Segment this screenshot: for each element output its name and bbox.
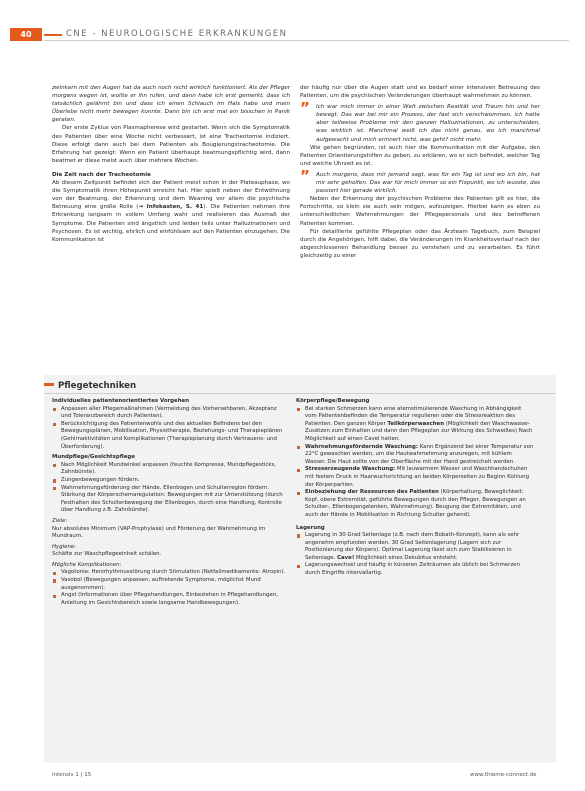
- header-rule: [44, 40, 569, 41]
- list-item: Wahrnehmungsfördernde Waschung: Kann Ergänzend bei einer Temperatur von 22°C gewaschen werden, um die Hautwahrnehmung anzuregen, mit kühlem Wasser. Die Haut sollte von der Oberfläche mit der Hand gestreichelt werden.: [296, 444, 534, 467]
- box-right-column: [296, 398, 534, 578]
- list-item: Nach Möglichkeit Mundwinkel anpassen (feuchte Kompresse, Mundpflegesticks, Zahnbürste).: [52, 462, 288, 477]
- left-column: [52, 84, 290, 244]
- box-subheading: Körperpflege/Bewegung: [296, 398, 370, 404]
- page-number: 40: [10, 28, 42, 41]
- footer-url[interactable]: www.thieme-connect.de: [470, 772, 537, 778]
- right-column: [300, 84, 540, 260]
- box-rule: [44, 393, 556, 394]
- paragraph: Der erste Zyklus von Plasmapherese wird gestartet. Wenn sich die Symptomatik des Patienten über eine Woche nicht verbessert, ist eine Tracheotomie indiziert. Diese erfolgt dann auch bei dem Patienten als Bougierungstracheotomie. Die Erfahrung hat gezeigt: Wenn ein Patient überhaupt beatmungspflichtig wird, dann beatmet er diese meist auch über mehrere Wochen.: [52, 125, 290, 164]
- footer-journal: intensiv 1 | 15: [52, 772, 92, 778]
- box-subheading: Lagerung: [296, 524, 325, 531]
- paragraph: Für detaillierte gefühlte Pflegeplan oder das Ärzteam Tagebuch, zum Beispiel durch die Angehörigen, hilft dabei, die Veränderungen im Krankheitsverlauf nach der abgeschlossenen Behandlung besser zu verstehen und zu verarbeiten. Es führt gleichzeitig zu einer: [300, 228, 540, 259]
- box-title: Pflegetechniken: [58, 381, 137, 391]
- quote-continuation: zwinkern mit den Augen hat da auch noch nicht wirklich funktioniert. Als der Pfleger morgens wegen ist, wollte er ihn rufen, und dann habe ich erst gemerkt, dass ich tatsächlich gelähmt bin und dass ich einen Schlauch im Hals habe und mein Überlebe nicht mehr bewegen konnte. Dann bin ich erst mal ein bisschen in Panik geraten.: [52, 85, 290, 124]
- running-title: CNE - NEUROLOGISCHE ERKRANKUNGEN: [66, 29, 288, 39]
- quote-mark-icon: ”: [300, 166, 310, 185]
- box-subheading: Ziele:: [52, 517, 68, 524]
- paragraph: Ab diesem Zeitpunkt befindet sich der Patient meist schon in der Plateauphase, wo die Symptomatik ihren Höhepunkt erreicht hat. Hier spielt neben der Entwöhnung von der Beatmung, der Erkennung und dem Weaning vor allem die psychische Betreuung eine große Rolle (→ Infokasten, S. 41). Die Patienten nehmen ihre Erkrankung langsam in vollem Umfang wahr und realisieren das Ausmaß der Symptome. Die Patienten sind ängstlich und leiden teils unter Halluzinationen und Psychosen. Es ist wichtig, ehrlich und einfühlsam auf den Patienten einzugehen. Die Kommunikation ist: [52, 180, 290, 243]
- box-subheading: Mögliche Komplikationen:: [52, 561, 122, 568]
- list-item: Einbeziehung der Ressourcen des Patienten (Körperhaltung, Beweglichkeit: Kopf, obere Extremität, geführte Bewegungen durch den Pfleger, Bewegungen an Schulter-, Ellenbogengelenken, Wahrnehmung). Beugung der Extremitäten, und auch der Hände in Mobilisation in Richtung Schulter gehend).: [296, 489, 534, 519]
- box-left-column: [52, 398, 288, 607]
- box-subheading: Mundpflege/Gesichtspflege: [52, 454, 135, 461]
- box-text: Nur absolutes Minimum (VAP-Prophylaxe) und Förderung der Wahrnehmung im Mundraum.: [52, 525, 266, 540]
- box-subheading: Individuelles patientenorientiertes Vorgehen: [52, 398, 190, 404]
- list-item: Zungenbewegungen fördern.: [52, 477, 288, 485]
- page-header: [0, 28, 585, 41]
- list-item: Vasobol (Bewegungen anpassen, auftretende Symptome, möglichst Mund ausgenommen).: [52, 577, 288, 592]
- patient-quote: ” Ich war mich immer in einer Welt zwischen Realität und Traum hin und her bewegt. Das war bei mir ein Prozess, der fast sich verschwommen, ich hatte aber teilweise Probleme mir den ganzen Halluzinationen, zu unterscheiden, was wirklich ist. Manchmal weiß ich das nicht genau, wo ich manchmal aufgewacht und mich erinnert nicht, was geht? nicht mehr.: [300, 99, 540, 143]
- box-text: Schäfte zur Waschpflegeeinheit schälen.: [52, 551, 162, 558]
- list-item: Angst (Informationen über Pflegehandlungen, Einbeziehen in Pflegehandlungen, Anleitung im Gesichtsbereich sowie langsame Handbewegungen).: [52, 592, 288, 607]
- box-accent: [44, 383, 54, 386]
- bullet-list: [52, 406, 288, 452]
- bullet-list: [296, 406, 534, 520]
- paragraph: der häufig nur über die Augen statt und es bedarf einer intensiven Betreuung des Patienten, um die psychischen Veränderungen überhaupt wahrnehmen zu können.: [300, 85, 540, 100]
- subheading: Die Zeit nach der Tracheotomie: [52, 171, 151, 178]
- bullet-list: [52, 462, 288, 515]
- patient-quote: ” Auch morgens, dass mir jemand sagt, was für ein Tag ist und wo ich bin, hat mir sehr geholfen. Das war für mich immer so ein Fixpunkt, wo ich wusste, das passiert hier gerade wirklich.: [300, 166, 540, 195]
- box-subheading: Hygiene:: [52, 543, 77, 550]
- bullet-list: [296, 532, 534, 578]
- paragraph: Wie gehen begründen, ist auch hier die Kommunikation mit der Aufgabe, den Patienten Orientierungshilfen zu geben, zu erklären, wo er sich befindet, welcher Tag und welche Uhrzeit es ist.: [300, 144, 540, 167]
- list-item: Lagerung in 30 Grad Seitenlage (z.B. nach dem Bobath-Konzept), kann als sehr angenehm empfunden werden. 30 Grad Seitenlagerung (Lagern sich zur Positionierung der Körpers). Optimal Lagerung lässt sich zum Stabilisieren in Seitenlage. Cave! Möglichkeit eines Dekubitus entsteht.: [296, 532, 534, 562]
- list-item: Stresserzeugende Waschung: Mit lauwarmem Wasser und Waschhandschuhen mit festem Druck in Haarwuchsrichtung an beiden Körperseiten zu Beginn Kühlung der Körperpartien.: [296, 466, 534, 489]
- list-item: Berücksichtigung des Patientenwohls und des aktuellen Befindens bei den Bewegungsplänen, Mobilisation, Physiotherapie, Beziehungs- und Therapieplänen (Gehirnaktivitäten und Komplikationen (Therapieplanung durch Vertrauens- und Überforderung).: [52, 421, 288, 451]
- list-item: Anpassen aller Pflegemaßnahmen (Vermeidung des Vorhersehbaren, Akzeptanz und Toleranzbereich durch Patienten).: [52, 406, 288, 421]
- bullet-list: [52, 569, 288, 607]
- info-box-reference[interactable]: → Infokasten, S. 41: [138, 204, 204, 211]
- list-item: Vagotonie: Herzrhythmusstörung durch Stimulation (Notfallmedikamente: Atropin).: [52, 569, 288, 577]
- quote-mark-icon: ”: [300, 99, 310, 118]
- list-item: Lagerungswechsel und häufig in kürzeren Zeiträumen als üblich bei Schmerzen durch Eingriffe intervallartig.: [296, 562, 534, 577]
- list-item: Wahrnehmungsförderung der Hände, Ellenbogen und Schulterregion fördern. Stärkung der Körperschemaregulation: Bewegungen mit zur Unterstützung (durch Festhalten des Schulterbewegung der Ellenbogen, durch eine Handlung, Kontrolle über Handlung z.B. Zahnbürste).: [52, 485, 288, 515]
- care-techniques-box: [44, 375, 556, 763]
- paragraph: Neben der Erkennung der psychischen Probleme des Patienten gilt es hier, die Fortschritte, so klein sie auch sein mögen, aufzuzeigen. Hierbei kann es eben zu unterschiedlichen Wahrnehmungen der Pflegepersonals und des betroffenen Patienten kommen.: [300, 196, 540, 227]
- header-accent: [44, 34, 62, 36]
- list-item: Bei starken Schmerzen kann eine atemstimulierende Waschung in Abhängigkeit vom Patientenbefinden die Temperatur regulieren oder die Stressreaktion des Patienten. Den ganzen Körper Teilkörperwaschen (Möglichkeit den Waschwasser-Zusätzen zum Einhalten und dann den Pflegeplan zur Wirkung des Schweißes) Nach Möglichkeit auf einen Cavel halten.: [296, 406, 534, 444]
